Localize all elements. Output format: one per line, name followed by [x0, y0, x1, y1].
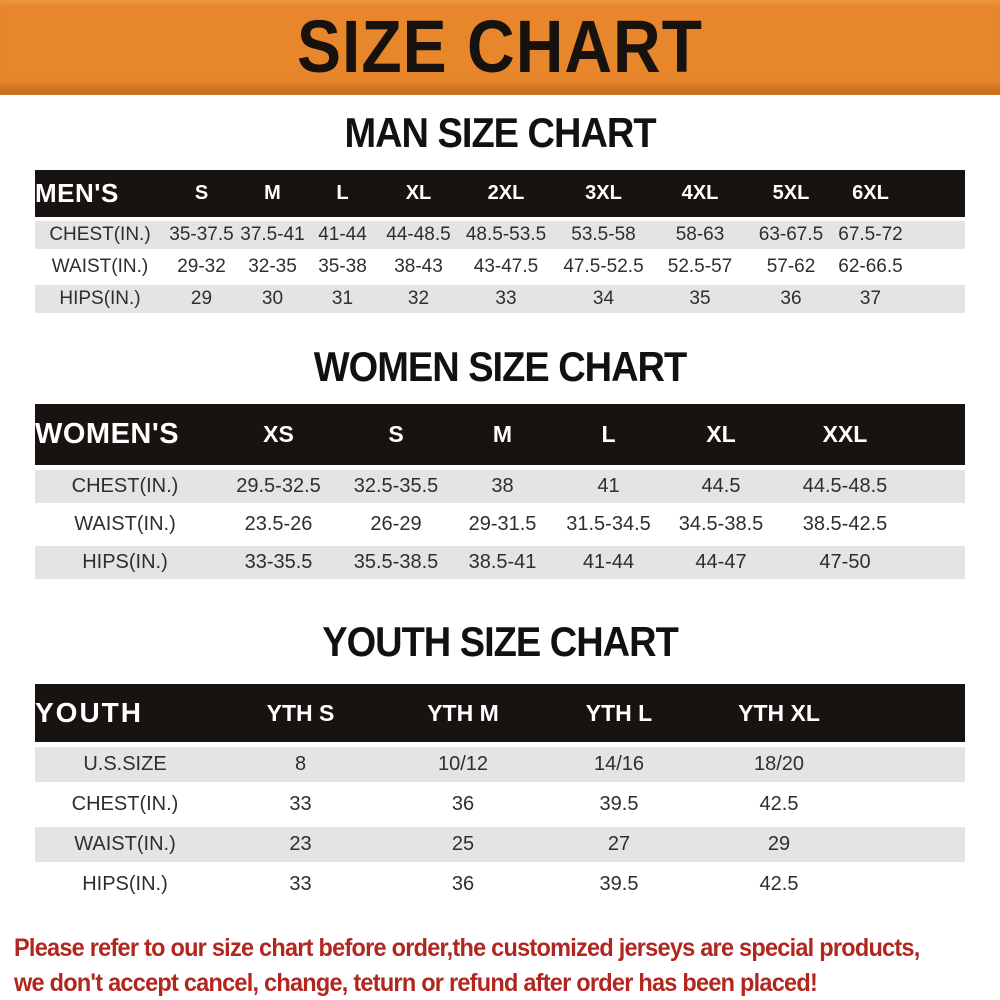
column-header: M — [450, 404, 555, 468]
size-cell: 44-47 — [662, 544, 780, 582]
column-header: 5XL — [746, 170, 836, 219]
spacer-cell — [910, 506, 965, 544]
size-cell: 41-44 — [307, 219, 378, 251]
row-label: HIPS(IN.) — [35, 544, 215, 582]
size-cell: 57-62 — [746, 251, 836, 283]
size-cell: 23.5-26 — [215, 506, 342, 544]
size-cell: 47-50 — [780, 544, 910, 582]
size-table — [35, 684, 965, 907]
size-cell: 36 — [746, 283, 836, 315]
column-header: M — [238, 170, 307, 219]
size-cell: 38.5-41 — [450, 544, 555, 582]
size-cell: 39.5 — [540, 865, 698, 905]
table-label: WOMEN'S — [35, 404, 215, 468]
row-label: HIPS(IN.) — [35, 865, 215, 905]
spacer-cell — [860, 825, 965, 865]
column-header: YTH XL — [698, 684, 860, 745]
table-row — [35, 785, 965, 825]
youth-size-chart-heading: YOUTH SIZE CHART — [322, 620, 678, 667]
size-cell: 41-44 — [555, 544, 662, 582]
table-row — [35, 283, 965, 315]
row-label: U.S.SIZE — [35, 745, 215, 785]
size-cell: 35-37.5 — [165, 219, 238, 251]
women-size-chart-heading: WOMEN SIZE CHART — [313, 344, 687, 391]
spacer-cell — [905, 251, 965, 283]
column-header: YTH L — [540, 684, 698, 745]
row-label: CHEST(IN.) — [35, 468, 215, 506]
spacer-cell — [910, 404, 965, 468]
row-label: WAIST(IN.) — [35, 825, 215, 865]
size-cell: 10/12 — [386, 745, 540, 785]
table-row — [35, 745, 965, 785]
women-size-chart-section — [0, 344, 1000, 585]
spacer-cell — [905, 170, 965, 219]
size-cell: 67.5-72 — [836, 219, 905, 251]
banner-title: SIZE CHART — [297, 4, 703, 87]
size-cell: 33-35.5 — [215, 544, 342, 582]
row-label: WAIST(IN.) — [35, 251, 165, 283]
column-header: 3XL — [553, 170, 654, 219]
spacer-cell — [860, 745, 965, 785]
row-label: WAIST(IN.) — [35, 506, 215, 544]
size-cell: 35-38 — [307, 251, 378, 283]
womens-size-table — [35, 404, 965, 584]
size-cell: 38.5-42.5 — [780, 506, 910, 544]
size-cell: 33 — [459, 283, 553, 315]
size-cell: 41 — [555, 468, 662, 506]
table-header-row — [35, 170, 965, 219]
size-table — [35, 170, 965, 317]
column-header: 4XL — [654, 170, 746, 219]
order-disclaimer — [14, 931, 941, 1000]
size-cell: 47.5-52.5 — [553, 251, 654, 283]
table-header-row — [35, 684, 965, 745]
spacer-cell — [860, 865, 965, 905]
size-cell: 30 — [238, 283, 307, 315]
size-cell: 39.5 — [540, 785, 698, 825]
size-cell: 31.5-34.5 — [555, 506, 662, 544]
size-cell: 18/20 — [698, 745, 860, 785]
column-header: S — [342, 404, 450, 468]
size-cell: 44.5-48.5 — [780, 468, 910, 506]
column-header: YTH S — [215, 684, 386, 745]
size-cell: 25 — [386, 825, 540, 865]
size-cell: 14/16 — [540, 745, 698, 785]
size-cell: 53.5-58 — [553, 219, 654, 251]
spacer-cell — [860, 785, 965, 825]
size-table — [35, 404, 965, 584]
row-label: CHEST(IN.) — [35, 785, 215, 825]
table-row — [35, 506, 965, 544]
size-cell: 36 — [386, 785, 540, 825]
size-cell: 43-47.5 — [459, 251, 553, 283]
row-label: CHEST(IN.) — [35, 219, 165, 251]
size-cell: 35 — [654, 283, 746, 315]
size-cell: 38-43 — [378, 251, 459, 283]
size-cell: 29-31.5 — [450, 506, 555, 544]
size-cell: 35.5-38.5 — [342, 544, 450, 582]
size-cell: 34 — [553, 283, 654, 315]
size-cell: 34.5-38.5 — [662, 506, 780, 544]
table-label: YOUTH — [35, 684, 215, 745]
size-cell: 37 — [836, 283, 905, 315]
man-size-chart-section — [0, 110, 1000, 317]
row-label: HIPS(IN.) — [35, 283, 165, 315]
size-cell: 52.5-57 — [654, 251, 746, 283]
mens-size-table — [35, 170, 965, 317]
size-cell: 29-32 — [165, 251, 238, 283]
size-cell: 58-63 — [654, 219, 746, 251]
spacer-cell — [910, 468, 965, 506]
size-cell: 37.5-41 — [238, 219, 307, 251]
column-header: L — [555, 404, 662, 468]
size-cell: 38 — [450, 468, 555, 506]
spacer-cell — [860, 684, 965, 745]
column-header: XL — [662, 404, 780, 468]
size-cell: 29 — [165, 283, 238, 315]
size-cell: 42.5 — [698, 785, 860, 825]
table-row — [35, 865, 965, 905]
spacer-cell — [905, 283, 965, 315]
size-cell: 44.5 — [662, 468, 780, 506]
size-cell: 48.5-53.5 — [459, 219, 553, 251]
table-row — [35, 468, 965, 506]
size-cell: 33 — [215, 865, 386, 905]
size-cell: 32-35 — [238, 251, 307, 283]
disclaimer-line-2: we don't accept cancel, change, teturn or refund after order has been placed! — [14, 968, 818, 997]
size-cell: 26-29 — [342, 506, 450, 544]
table-row — [35, 219, 965, 251]
size-cell: 31 — [307, 283, 378, 315]
disclaimer-line-1: Please refer to our size chart before order,the customized jerseys are special products, — [14, 934, 920, 963]
spacer-cell — [905, 219, 965, 251]
column-header: XXL — [780, 404, 910, 468]
size-cell: 27 — [540, 825, 698, 865]
table-row — [35, 251, 965, 283]
column-header: L — [307, 170, 378, 219]
size-cell: 44-48.5 — [378, 219, 459, 251]
size-cell: 33 — [215, 785, 386, 825]
youth-size-table — [35, 684, 965, 907]
size-cell: 62-66.5 — [836, 251, 905, 283]
table-row — [35, 825, 965, 865]
size-cell: 32.5-35.5 — [342, 468, 450, 506]
column-header: XS — [215, 404, 342, 468]
size-cell: 63-67.5 — [746, 219, 836, 251]
size-cell: 32 — [378, 283, 459, 315]
size-cell: 36 — [386, 865, 540, 905]
size-cell: 29 — [698, 825, 860, 865]
size-cell: 23 — [215, 825, 386, 865]
size-cell: 8 — [215, 745, 386, 785]
man-size-chart-heading: MAN SIZE CHART — [344, 110, 656, 158]
column-header: XL — [378, 170, 459, 219]
column-header: S — [165, 170, 238, 219]
size-cell: 42.5 — [698, 865, 860, 905]
table-header-row — [35, 404, 965, 468]
column-header: 6XL — [836, 170, 905, 219]
youth-size-chart-section — [0, 622, 1000, 907]
size-cell: 29.5-32.5 — [215, 468, 342, 506]
table-label: MEN'S — [35, 170, 165, 219]
column-header: YTH M — [386, 684, 540, 745]
column-header: 2XL — [459, 170, 553, 219]
table-row — [35, 544, 965, 582]
spacer-cell — [910, 544, 965, 582]
size-chart-banner — [0, 0, 1000, 95]
